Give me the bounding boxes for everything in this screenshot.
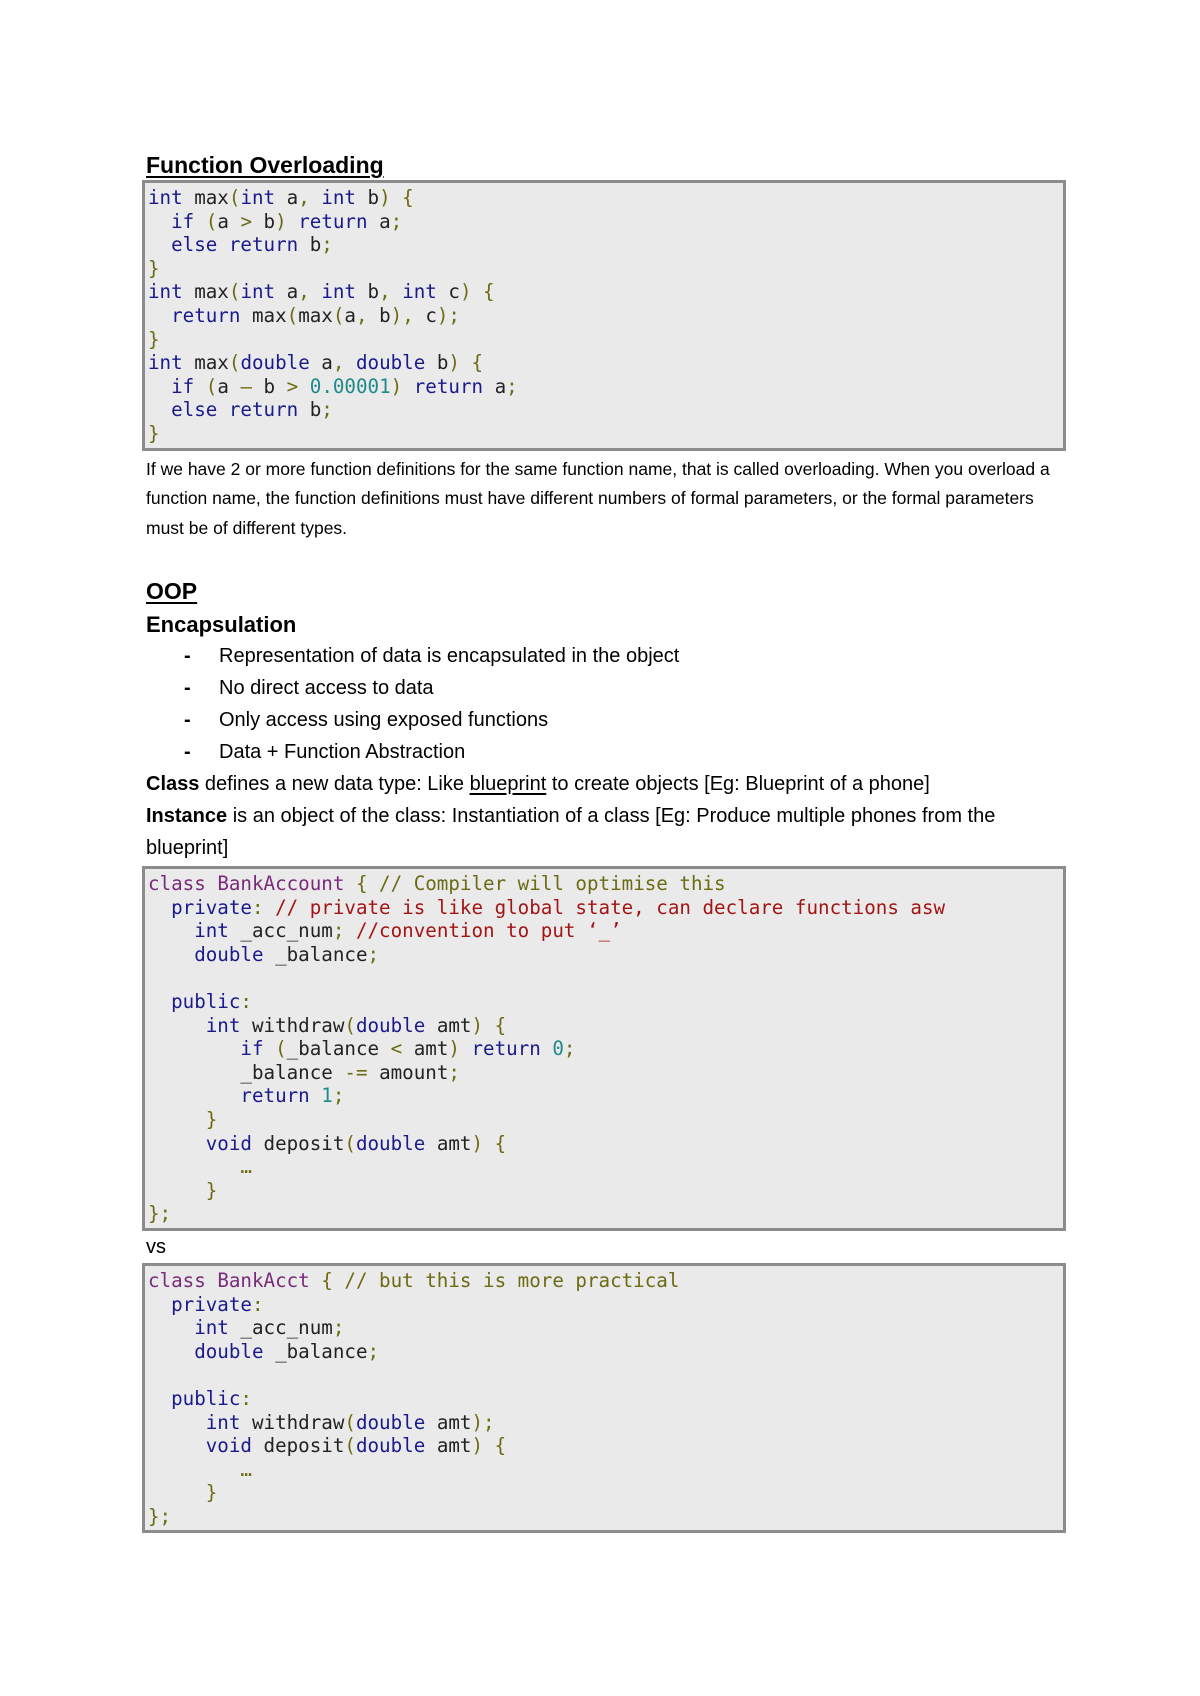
code-token: int	[240, 280, 276, 304]
code-token: if	[148, 209, 195, 233]
code-token: :	[240, 1386, 252, 1410]
code-token: )	[275, 209, 299, 233]
code-token: ,	[298, 280, 322, 304]
code-token: return	[217, 398, 299, 422]
code-token: (	[194, 374, 218, 398]
code-token: >	[228, 209, 264, 233]
code-line	[148, 233, 1063, 257]
code-line	[148, 1084, 1063, 1108]
code-token: double	[355, 1410, 426, 1434]
code-token: return	[471, 1037, 541, 1061]
code-line	[148, 1411, 1063, 1435]
code-token: (	[344, 1131, 356, 1155]
bullet-item	[146, 672, 1068, 704]
instance-definition	[146, 800, 1068, 864]
code-line	[148, 1363, 1063, 1387]
code-token: int	[148, 280, 183, 304]
code-token: a	[309, 351, 333, 375]
code-line	[148, 328, 1063, 352]
code-token: ;	[332, 1316, 345, 1340]
code-token: double	[240, 351, 310, 375]
vs-label: vs	[146, 1235, 166, 1258]
code-block-bankacct	[142, 1263, 1066, 1534]
bullet-item	[146, 736, 1068, 768]
code-token: if	[148, 374, 195, 398]
code-token: void	[148, 1131, 252, 1155]
code-token: a	[275, 186, 299, 209]
code-token: amt	[425, 1013, 472, 1037]
code-token: –	[228, 374, 264, 398]
code-token: double	[355, 351, 426, 375]
code-token: int	[240, 186, 276, 209]
code-token: };	[148, 1504, 172, 1528]
code-token: c	[436, 280, 460, 304]
code-token: int	[321, 186, 356, 209]
code-token: 0	[540, 1037, 564, 1061]
code-token: (	[194, 209, 218, 233]
code-line	[148, 1179, 1063, 1203]
code-token: }	[148, 421, 160, 445]
bullet-text: Representation of data is encapsulated in the object	[219, 645, 680, 668]
code-line	[148, 351, 1063, 375]
code-token: 1	[309, 1084, 333, 1108]
code-token: ;	[563, 1037, 576, 1061]
code-token: int	[148, 1013, 241, 1037]
code-line	[148, 257, 1063, 281]
code-line	[148, 1387, 1063, 1411]
code-token: (	[344, 1410, 356, 1434]
code-token: (	[344, 1434, 356, 1458]
code-token: double	[355, 1434, 426, 1458]
code-token: (	[228, 280, 241, 304]
code-token: b	[298, 398, 322, 422]
code-line	[148, 304, 1063, 328]
code-token: ;	[390, 209, 403, 233]
code-token: :	[251, 1292, 264, 1316]
code-line	[148, 1155, 1063, 1179]
code-token: BankAccount	[205, 872, 345, 896]
code-token: c	[425, 303, 437, 327]
bullet-text: Data + Function Abstraction	[219, 741, 466, 764]
code-token: ;	[506, 374, 518, 398]
code-token: return	[148, 1084, 310, 1108]
code-token: amt	[413, 1037, 449, 1061]
encapsulation-bullet-list	[146, 640, 1068, 768]
code-token: _balance	[263, 1339, 368, 1363]
code-token: ,	[379, 280, 403, 304]
bullet-dash: -	[184, 709, 191, 732]
code-token: b	[425, 351, 449, 375]
code-line	[148, 1014, 1063, 1038]
code-token: (	[332, 303, 345, 327]
class-definition	[146, 768, 1068, 800]
code-token: b	[355, 280, 380, 304]
code-line	[148, 1293, 1063, 1317]
code-token: _acc_num	[228, 1316, 333, 1340]
code-token: ,	[355, 303, 380, 327]
code-token: ,	[298, 186, 322, 209]
code-token: ) {	[471, 1131, 507, 1155]
bullet-dash: -	[184, 645, 191, 668]
code-token: ) {	[471, 1434, 507, 1458]
code-line	[148, 1132, 1063, 1156]
code-token: (	[228, 186, 241, 209]
code-token: else	[148, 233, 218, 257]
code-line	[148, 990, 1063, 1014]
bullet-dash: -	[184, 677, 191, 700]
code-token: class	[148, 872, 206, 896]
code-token: b	[263, 209, 276, 233]
code-token: a	[483, 374, 507, 398]
code-token: b	[263, 374, 276, 398]
code-token: ;	[448, 1060, 460, 1084]
overloading-paragraph: If we have 2 or more function definitions for the same function name, that is called overloading. When you overload a function name, the function definitions must have different numbers of formal parameters, or the formal parameters must be of different types.	[146, 458, 1050, 538]
code-token: };	[148, 1202, 172, 1226]
code-line	[148, 1316, 1063, 1340]
code-line	[148, 1434, 1063, 1458]
instance-text: is an object of the class: Instantiation of a class [Eg: Produce multiple phones from the blueprint]	[146, 805, 996, 860]
code-token: (	[344, 1013, 356, 1037]
code-token: int	[402, 280, 437, 304]
code-line	[148, 1481, 1063, 1505]
code-line	[148, 1340, 1063, 1364]
code-token: max	[182, 186, 229, 209]
code-token: );	[471, 1410, 495, 1434]
instance-term: Instance	[146, 805, 228, 828]
code-line	[148, 872, 1063, 896]
code-line	[148, 1269, 1063, 1293]
code-token: ;	[332, 1084, 345, 1108]
code-block-bankaccount	[142, 866, 1066, 1231]
code-token: max	[182, 351, 229, 375]
code-token: public	[148, 990, 241, 1013]
code-token: ;	[367, 942, 380, 966]
subheading-encapsulation: Encapsulation	[146, 612, 297, 638]
code-token: )	[390, 374, 414, 398]
code-token: double	[355, 1131, 426, 1155]
code-token: withdraw	[240, 1410, 345, 1434]
section-title-function-overloading: Function Overloading	[146, 152, 384, 178]
code-token: _balance	[286, 1037, 380, 1061]
code-token: int	[148, 1316, 229, 1340]
code-token: double	[148, 942, 264, 966]
code-token: b	[355, 186, 380, 209]
code-token: amt	[425, 1131, 472, 1155]
code-line	[148, 1061, 1063, 1085]
code-token: amt	[425, 1434, 472, 1458]
code-token: public	[148, 1386, 241, 1410]
code-token: int	[148, 919, 229, 943]
document-page	[146, 150, 1068, 1533]
code-token: a	[367, 209, 391, 233]
code-token: amt	[425, 1410, 472, 1434]
code-token: …	[148, 1155, 252, 1179]
code-token: >	[275, 374, 310, 398]
code-token: ) {	[459, 280, 495, 304]
code-token: private	[148, 1292, 252, 1316]
code-token: ,	[332, 351, 356, 375]
code-line	[148, 186, 1063, 210]
code-token: ) {	[379, 186, 414, 209]
code-token: (	[228, 351, 241, 375]
code-token: max	[298, 303, 333, 327]
code-token: int	[148, 1410, 241, 1434]
code-line	[148, 280, 1063, 304]
code-line	[148, 398, 1063, 422]
code-line	[148, 943, 1063, 967]
code-token: }	[148, 327, 160, 351]
code-token: …	[148, 1457, 252, 1481]
code-line	[148, 1108, 1063, 1132]
class-text-2: to create objects [Eg: Blueprint of a phone]	[546, 773, 930, 796]
code-token: void	[148, 1434, 252, 1458]
code-token: }	[148, 1481, 218, 1505]
code-token: max	[182, 280, 229, 304]
code-token: );	[436, 303, 460, 327]
code-token: BankAcct	[205, 1268, 310, 1292]
class-text-1: defines a new data type: Like	[199, 773, 470, 796]
section-title-oop: OOP	[146, 578, 198, 605]
code-token: _balance	[263, 942, 368, 966]
code-token: a	[275, 280, 299, 304]
blueprint-term: blueprint	[469, 773, 547, 796]
class-term: Class	[146, 773, 200, 796]
code-token: b	[379, 303, 391, 327]
code-token: ) {	[448, 351, 484, 375]
code-token: :	[240, 990, 252, 1013]
code-line	[148, 1505, 1063, 1529]
bullet-text: No direct access to data	[219, 677, 434, 700]
code-token: deposit	[251, 1131, 345, 1155]
code-token: ) {	[471, 1013, 507, 1037]
code-token: // private is like global state, can declare functions asw	[275, 895, 946, 919]
code-line	[148, 1037, 1063, 1061]
code-token: // but this is more practical	[344, 1268, 680, 1292]
code-token: -=	[332, 1060, 380, 1084]
code-token: double	[355, 1013, 426, 1037]
code-token: _acc_num	[228, 919, 333, 943]
code-line	[148, 1458, 1063, 1482]
code-token: {	[344, 872, 380, 896]
code-token: if	[148, 1037, 264, 1061]
code-token: double	[148, 1339, 264, 1363]
bullet-dash: -	[184, 741, 191, 764]
bullet-item	[146, 640, 1068, 672]
code-token: deposit	[251, 1434, 345, 1458]
code-token: }	[148, 1107, 218, 1131]
code-token: <	[379, 1037, 414, 1061]
code-token: {	[309, 1268, 345, 1292]
code-token: 0.00001	[309, 374, 391, 398]
code-token: else	[148, 398, 218, 422]
code-token: amount	[379, 1060, 449, 1084]
bullet-text: Only access using exposed functions	[219, 709, 549, 732]
code-token: max	[240, 303, 287, 327]
code-token: //convention to put ‘_’	[355, 919, 622, 943]
code-token: (	[286, 303, 299, 327]
code-token: int	[148, 186, 183, 209]
code-line	[148, 896, 1063, 920]
code-token: ),	[390, 303, 426, 327]
code-line	[148, 375, 1063, 399]
code-token: (	[263, 1037, 287, 1061]
code-line	[148, 210, 1063, 234]
code-token: private	[148, 895, 252, 919]
code-token: return	[148, 303, 241, 327]
code-line	[148, 966, 1063, 990]
code-token: // Compiler will optimise this	[379, 872, 726, 896]
code-token: return	[298, 209, 368, 233]
code-line	[148, 919, 1063, 943]
code-token: ;	[321, 233, 333, 257]
bullet-item	[146, 704, 1068, 736]
code-token: int	[148, 351, 183, 375]
code-token: ;	[321, 398, 333, 422]
code-token: ;	[367, 1339, 380, 1363]
code-token: withdraw	[240, 1013, 345, 1037]
code-token: )	[448, 1037, 472, 1061]
code-token: }	[148, 256, 160, 280]
code-token: }	[148, 1178, 218, 1202]
code-token: :	[251, 895, 276, 919]
code-token: b	[298, 233, 322, 257]
code-line	[148, 1202, 1063, 1226]
code-line	[148, 422, 1063, 446]
code-token: ;	[332, 919, 356, 943]
code-token: a	[217, 209, 229, 233]
code-token: class	[148, 1268, 206, 1292]
code-token: _balance	[148, 1060, 333, 1084]
code-token: a	[344, 303, 356, 327]
code-token: return	[217, 233, 299, 257]
code-block-overloading	[142, 180, 1066, 451]
code-token: int	[321, 280, 356, 304]
code-token: return	[413, 374, 484, 398]
code-token: a	[217, 374, 229, 398]
